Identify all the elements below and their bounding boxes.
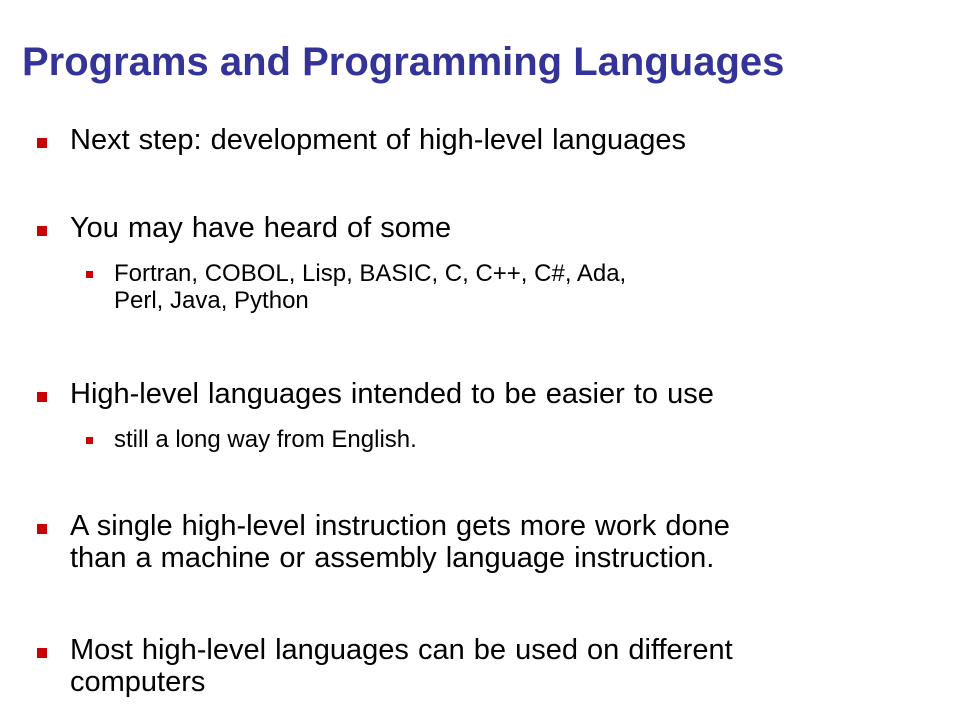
bullet-square-icon bbox=[86, 271, 93, 278]
bullet-square-icon bbox=[37, 392, 47, 402]
bullet-line: A single high-level instruction gets more work done bbox=[70, 510, 730, 542]
bullet-line: High-level languages intended to be easier to use bbox=[70, 378, 714, 410]
bullet-line: Next step: development of high-level languages bbox=[70, 124, 686, 156]
bullet-line: Most high-level languages can be used on different bbox=[70, 634, 733, 666]
bullet-line: You may have heard of some bbox=[70, 212, 452, 244]
bullet-text bbox=[70, 212, 451, 244]
bullet-line: computers bbox=[70, 666, 206, 698]
bullet-square-icon bbox=[37, 648, 47, 658]
bullet-text bbox=[70, 510, 730, 574]
bullet-square-icon bbox=[37, 226, 47, 236]
bullet-line: than a machine or assembly language instruction. bbox=[70, 542, 715, 574]
bullet-line: Fortran, COBOL, Lisp, BASIC, C, C++, C#, Ada, bbox=[114, 260, 627, 287]
bullet-square-icon bbox=[37, 138, 47, 148]
bullet-text bbox=[70, 634, 733, 698]
sub-bullet-text bbox=[114, 426, 417, 453]
bullet-line: still a long way from English. bbox=[114, 426, 417, 453]
bullet-text bbox=[70, 124, 686, 156]
bullet-square-icon bbox=[86, 437, 93, 444]
slide-title: Programs and Programming Languages bbox=[22, 40, 785, 84]
bullet-line: Perl, Java, Python bbox=[114, 287, 309, 314]
bullet-text bbox=[70, 378, 714, 410]
sub-bullet-text bbox=[114, 260, 626, 314]
bullet-square-icon bbox=[37, 524, 47, 534]
